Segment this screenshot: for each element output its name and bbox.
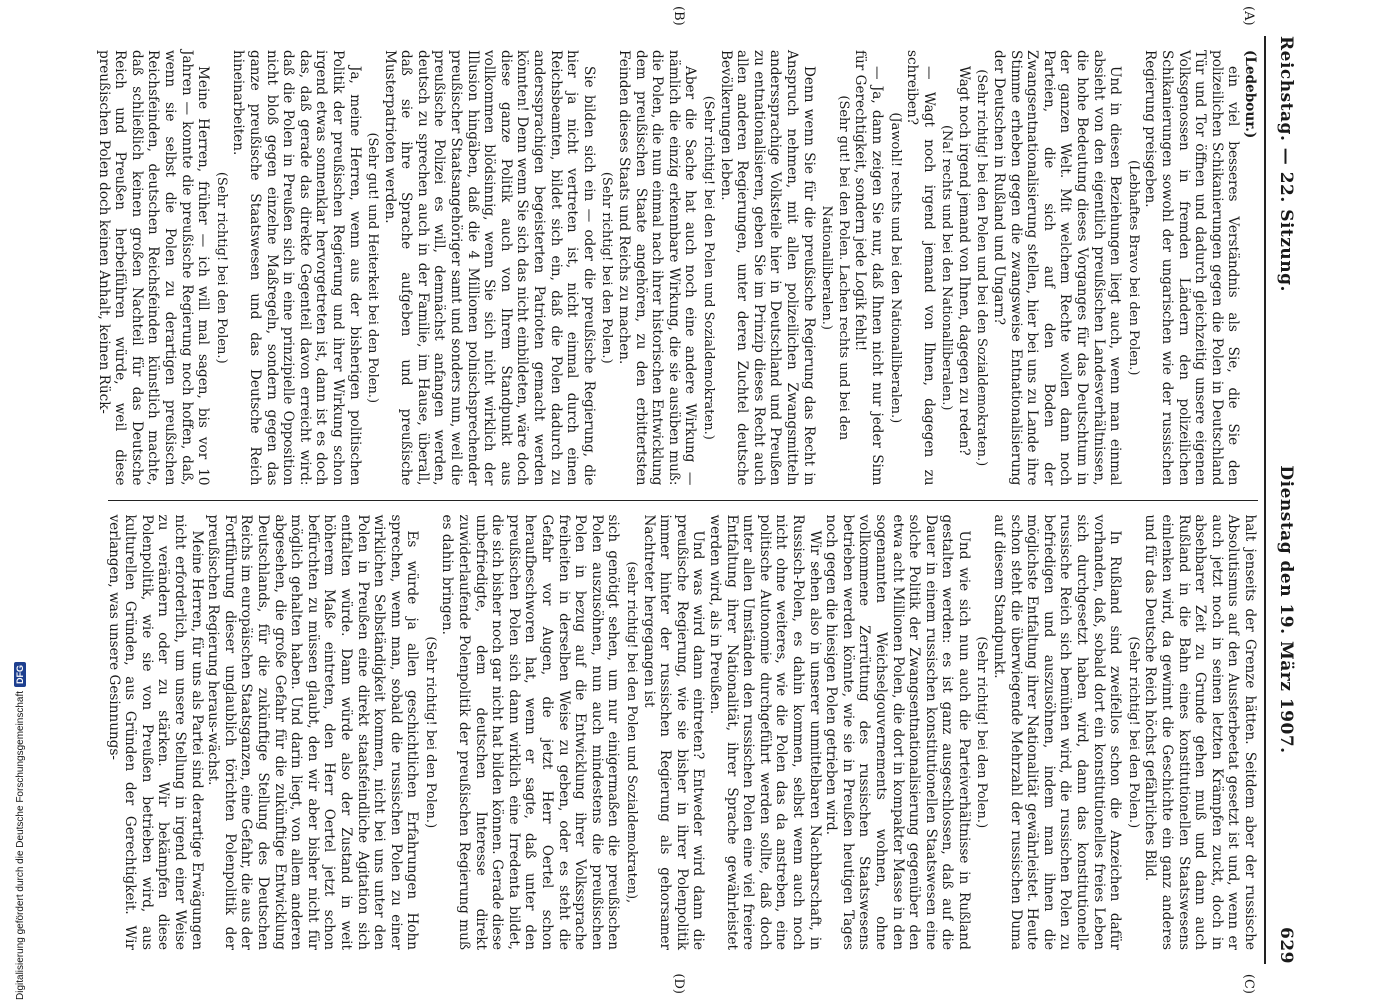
page-number: 629 xyxy=(1276,927,1296,964)
margin-mark-c: (C) xyxy=(1241,973,1256,994)
header-rule xyxy=(1264,36,1266,964)
paragraph: In Rußland sind zweifellos schon die Anzeichen dafür vorhanden, daß, sobald dort ein konstitutionelles freies Leben sich durchgesetzt haben wird, dann das konstitutionelle russische Reich sich bemühen wird, die russischen Polen zu befriedigen und auszusöhnen, indem man ihnen die möglichste Entfaltung ihrer Nationalität gewährleistet. Heute schon steht die überwiegende Mehrzahl der russischen Duma auf diesem Standpunkt. xyxy=(991,514,1124,950)
interjection: (Sehr gut! bei den Polen. Lachen rechts und bei den Nationalliberalen.) xyxy=(819,95,851,441)
interjection: (Sehr gut! und Heiterkeit bei den Polen.) xyxy=(365,132,381,404)
paragraph: Es würde ja allen geschichtlichen Erfahrungen Hohn sprechen, wenn man, sobald die russischen Polen zu einer wirklichen Selbständigkeit kommen, nicht bei uns unter den Polen in Preußen eine direkt staatsfeindliche Agitation sich entfalten würde. Dann würde also der Zustand in weit höherem Maße eintreten, den Herr Oertel jetzt schon befürchten zu müssen glaubt, den wir aber bisher nicht für möglich gehalten haben. Und darin liegt, von allem anderen abgesehen, die große Gefahr für die zukünftige Entwicklung Deutschlands, für die zukünftige Stellung des Deutschen Reichs im europäischen Staatsganzen, eine Gefahr, die aus der Fortführung dieser unglaublich törichten Polenpolitik der preußischen Regierung heraus-wächst. xyxy=(205,514,421,950)
credit-text: Digitalisierung gefördert durch die Deutsche Forschungsgemeinschaft xyxy=(14,690,26,1000)
paragraph: Meine Herren, früher — ich will mal sagen, bis vor 10 Jahren — konnte die preußische Regierung noch hoffen, daß, wenn sie selbst die Polen zu derartigen preußischen Reichsfeinden, deutschen Reichsfeinden künstlich machte, daß schließlich keinen großen Nachteil für das Deutsche Reich und Preußen herbeiführen würde, weil diese preußischen Polen doch keinen Anhalt, keinen Rück- xyxy=(95,50,212,486)
margin-mark-a: (A) xyxy=(1241,6,1256,26)
paragraph: — Wagt noch irgend jemand von Ihnen, dagegen zu schreiben? xyxy=(904,50,937,486)
paragraph: ein viel besseres Verständnis als Sie, die Sie den polizeilichen Schikanierungen gegen die Polen in Deutschland Tür und Tor öffnen und dadurch gleichzeitig unsere eigenen Volksgenossen in fremden Ländern den polizeilichen Schikanierungen sowohl der ungarischen wie der russischen Regierung preisgeben. xyxy=(1142,50,1242,486)
interjection: (Sehr richtig! bei den Polen.) xyxy=(1125,636,1141,829)
speaker-label: (Ledebour.) xyxy=(1242,50,1258,139)
paragraph: — Ja, dann zeigen Sie nur, daß Ihnen nicht nur jeder Sinn für Gerechtigkeit, sondern jede Logik fehlt! xyxy=(852,50,885,486)
interjection: (Lebhaftes Bravo bei den Polen.) xyxy=(1125,160,1141,376)
paragraph: Und wie sich nun auch die Parteiverhältnisse in Rußland gestalten werden: es ist ganz ausgeschlossen, daß auf die Dauer in einem russischen konstitutionellen Staatswesen eine solche Politik der Zwangsentnationalisierung gegenüber den etwa acht Millionen Polen, die dort in kompakter Masse in den sogenannten Weichselgouvernements wohnen, ohne vollkommene Zerrüttung des russischen Staatswesens betrieben werden könnte, wie sie in Preußen heutigen Tages noch gegen die hiesigen Polen getrieben wird. xyxy=(823,514,972,950)
interjection: (Na! rechts und bei den Nationalliberalen.) xyxy=(939,124,955,411)
text-columns xyxy=(95,6,1258,994)
paragraph: Und was wird dann eintreten? Entweder wird dann die preußische Regierung, wie sie bisher in ihrer Polenpolitik immer hinter der russischen Regierung als gehorsamer Nachtreter hergegangen ist xyxy=(640,514,707,950)
left-column xyxy=(95,36,1258,500)
interjection: (Sehr richtig! bei den Polen.) xyxy=(974,636,990,829)
interjection: (Sehr richtig! bei den Polen und Sozialdemokraten.) xyxy=(701,95,716,440)
paragraph: Denn wenn Sie für die preußische Regierung das Recht in Anspruch nehmen, mit allen polizeilichen Zwangsmitteln anderssprachige Volksteile hier in Deutschland und Preußen zu entnationalisieren, geben Sie im Prinzip dieses Recht auch allen anderen Regierungen, unter deren Zuchtel deutsche Bevölkerungen leben. xyxy=(717,50,817,486)
paragraph: Wagt noch irgend jemand von Ihnen, dagegen zu reden? xyxy=(955,66,972,456)
header-left: Reichstag. — 22. Sitzung. xyxy=(1276,36,1296,292)
paragraph: halt jenseits der Grenze hätten. Seitdem aber der russische Absolutismus auf den Aussterbeetat gesetzt ist und, wenn er auch jetzt noch in seinen letzten Krämpfen zuckt, doch in absehbarer Zeit zu Grunde gehen muß und dann auch Rußland in die Bahn eines konstitutionellen Staatswesens einlenken wird, da gewinnt die Geschichte ein ganz anderes und für das Deutsche Reich höchst gefährliches Bild. xyxy=(1142,514,1258,950)
right-column xyxy=(105,501,1258,965)
interjection: (sehr richtig! bei den Polen und Sozialdemokraten), xyxy=(624,561,640,904)
page-header xyxy=(1270,36,1296,964)
interjection: (Sehr richtig! bei den Polen.) xyxy=(213,171,229,364)
header-date: Dienstag den 19. März 1907. xyxy=(1276,465,1296,754)
dfg-logo: DFG xyxy=(14,662,26,687)
paragraph: Und in diesen Beziehungen liegt auch, wenn man einmal absieht von den eigentlich preußischen Landesverhältnissen, die hohe Bedeutung dieses Vorganges für das Deutschtum in der ganzen Welt. Mit welchem Rechte wollen dann noch Parteien, die sich auf den Boden der Zwangsentnationalisierung stellen, hier bei uns zu Lande ihre Stimme erheben gegen die zwangsweise Entnationalisierung der Deutschen in Rußland und Ungarn? xyxy=(991,50,1124,486)
newspaper-page xyxy=(60,0,1310,1000)
paragraph: Ja, meine Herren, wenn aus der bisherigen politischen Politik der preußischen Regierung und ihrer Wirkung schon irgend etwas sonnenklar hervorgetreten ist, dann ist es doch das, daß gerade das direkte Gegenteil davon erreicht wird: daß die Polen in Preußen sich in eine prinzipielle Opposition nicht bloß gegen einzelne Maßregeln, sondern gegen das ganze preußische Staatswesen und das Deutsche Reich hineinarbeiten. xyxy=(230,50,363,486)
paragraph: Sie bilden sich ein — oder die preußische Regierung, die hier ja nicht vertreten ist, nicht einmal durch einen Reichsbeamten, bildet sich ein, daß die Polen dadurch zu anderssprachigen begeisterten Patrioten gemacht werden könnten! Denn wenn Sie sich das nicht einbildeten, wäre doch diese ganze Politik auch von Ihrem Standpunkt aus vollkommen blödsinnig, wenn Sie sich nicht wirklich der Illusion hingäben, daß die 4 Millionen polnischsprechender preußischer Staatsangehöriger samt und sonders nun, weil die preußische Polizei es will, demnächst anfangen werden, deutsch zu sprechen auch in der Familie, im Hause, überall, daß sie ihre Sprache aufgeben und preußische Musterpatrioten werden. xyxy=(381,50,597,486)
paragraph: sich genötigt sehen, um nur einigermaßen die preußischen Polen auszusöhnen, nun auch mindestens die preußischen Polen in bezug auf die Entwicklung ihrer Volkssprache freiheiten in derselben Weise zu geben, oder es steht die Gefahr vor Augen, die jetzt Herr Oertel schon heraufbeschworen hat, wenn er sagte, daß unter den preußischen Polen sich dann wirklich eine Irredenta bildet, die sich bisher noch gar nicht hat bilden können. Gerade diese unbefriedigte, dem deutschen Interesse direkt zuwiderlaufende Polenpolitik der preußischen Regierung muß es dahin bringen. xyxy=(439,514,622,950)
digitization-credit xyxy=(14,662,26,1000)
interjection: (Jawohl! rechts und bei den Nationalliberalen.) xyxy=(887,112,903,424)
interjection: (Sehr richtig! bei den Polen.) xyxy=(422,636,438,829)
interjection: (Sehr richtig! bei den Polen.) xyxy=(599,171,615,364)
paragraph: Wir sehen also in unserer unmittelbaren Nachbarschaft, in Russisch-Polen, es dahin kommen, selbst wenn auch noch nicht ohne weiteres, wie die Polen das da anstreben, eine politische Autonomie durchgeführt werden sollte, daß doch unter allen Umständen den russischen Polen eine viel freiere Entfaltung ihrer Nationalität, ihrer Sprache gewährleistet werden wird, als in Preußen. xyxy=(707,514,823,950)
margin-mark-d: (D) xyxy=(671,973,686,994)
margin-mark-b: (B) xyxy=(671,6,686,26)
interjection: (Sehr richtig! bei den Polen und bei den Sozialdemokraten.) xyxy=(974,69,990,467)
paragraph: Aber die Sache hat auch noch eine andere Wirkung — nämlich die einzig erkennbare Wirkung, die sie ausüben muß: die Polen, die nun einmal nach ihrer historischen Entwicklung dem preußischen Staate angehören, zu den erbittertsten Feinden dieses Staats und Reichs zu machen. xyxy=(616,50,699,486)
paragraph: Meine Herren, für uns als Partei sind derartige Erwägungen nicht erforderlich, um unsere Stellung in irgend einer Weise zu verändern oder zu stärken. Wir bekämpfen diese Polenpolitik, wie sie von Preußen betrieben wird, aus kulturellen Gründen, aus Gründen der Gerechtigkeit. Wir verlangen, was unsere Gesinnungs- xyxy=(105,514,205,950)
